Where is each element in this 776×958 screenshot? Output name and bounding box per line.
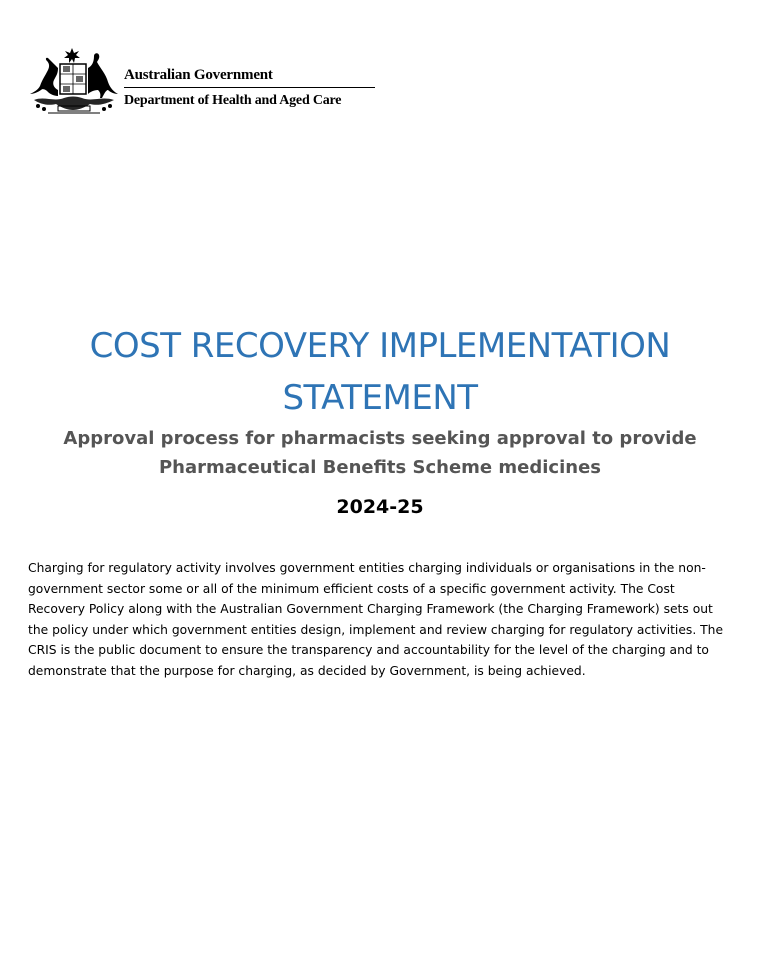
intro-paragraph <box>28 558 740 682</box>
document-subtitle-line-2: Pharmaceutical Benefits Scheme medicines <box>158 457 601 478</box>
coat-of-arms-icon <box>28 46 120 116</box>
document-subtitle <box>40 424 720 482</box>
intro-paragraph-line: government sector some or all of the minimum efficient costs of a specific government activity. The Cost <box>28 581 675 596</box>
document-title <box>40 320 720 424</box>
document-title-line-1: COST RECOVERY IMPLEMENTATION <box>89 326 671 366</box>
intro-paragraph-line: the policy under which government entities design, implement and review charging for regulatory activities. The <box>28 622 724 637</box>
header-divider <box>124 87 375 88</box>
intro-paragraph-line: demonstrate that the purpose for charging, as decided by Government, is being achieved. <box>28 663 586 678</box>
document-title-line-2: STATEMENT <box>282 378 478 418</box>
government-wordmark <box>124 66 376 109</box>
department-name: Department of Health and Aged Care <box>124 93 342 108</box>
government-header <box>28 46 388 118</box>
document-subtitle-line-1: Approval process for pharmacists seeking approval to provide <box>63 428 697 449</box>
document-year: 2024-25 <box>336 496 424 518</box>
intro-paragraph-line: Recovery Policy along with the Australian Government Charging Framework (the Charging Framework) sets out <box>28 602 713 617</box>
intro-paragraph-line: CRIS is the public document to ensure the transparency and accountability for the level of the charging and to <box>28 643 709 658</box>
intro-paragraph-line: Charging for regulatory activity involves government entities charging individuals or organisations in the non- <box>28 561 706 575</box>
government-name: Australian Government <box>124 67 273 83</box>
